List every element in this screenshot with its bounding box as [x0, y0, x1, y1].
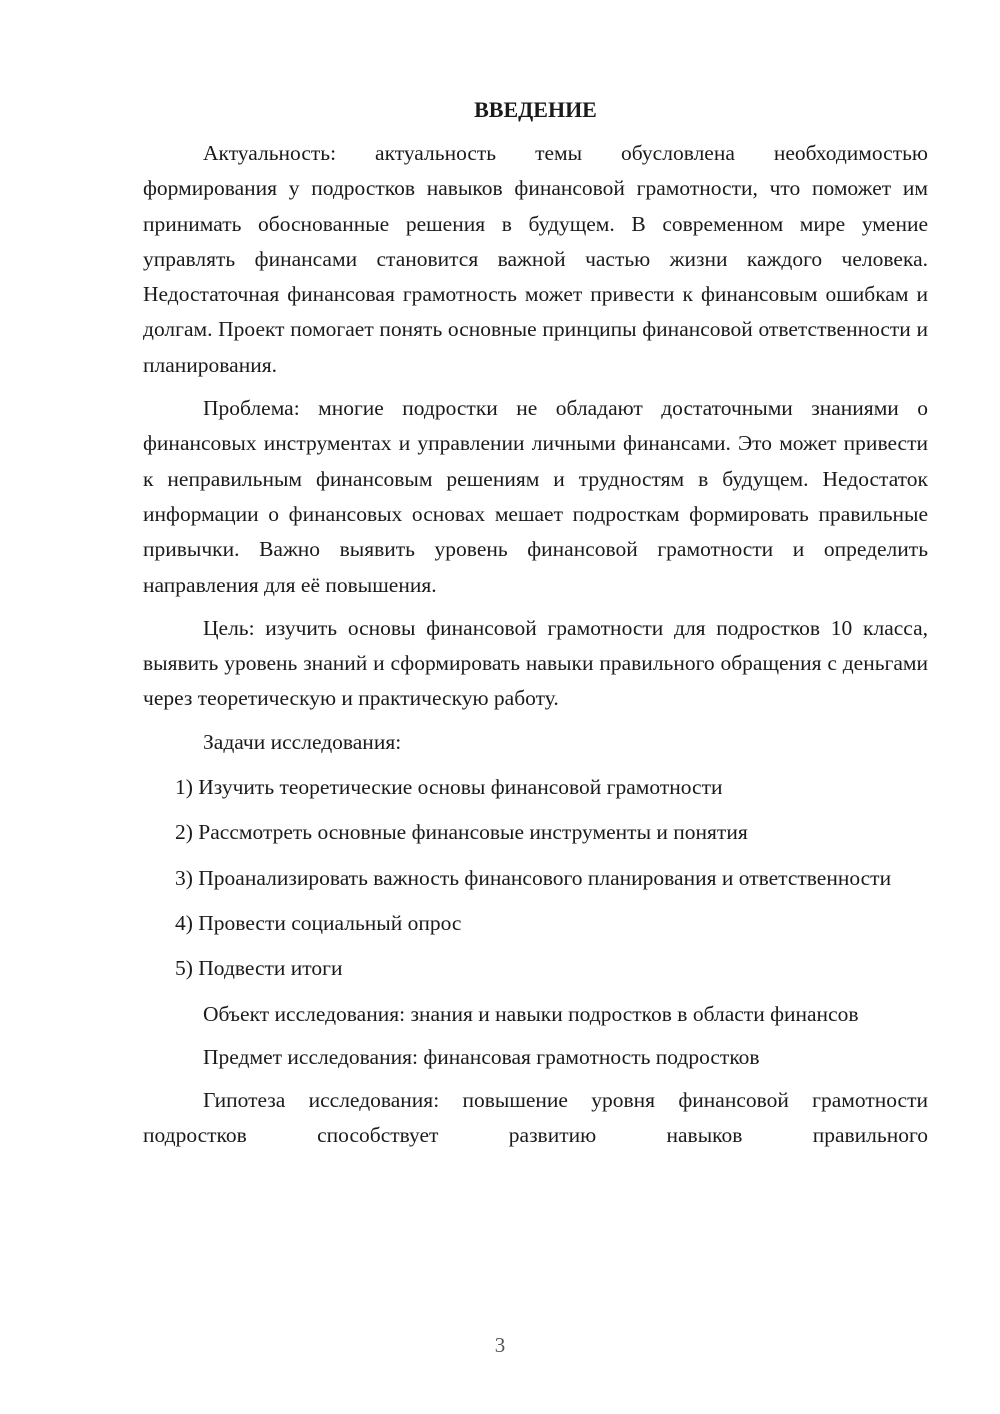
tasks-heading: Задачи исследования:: [203, 729, 402, 754]
document-page: [143, 92, 928, 1162]
task-item-2: 2) Рассмотреть основные финансовые инструменты и понятия: [175, 820, 748, 845]
document-title: ВВЕДЕНИЕ: [474, 97, 597, 122]
hypothesis-paragraph: Гипотеза исследования: повышение уровня финансовой грамотности подростков способствует развитию навыков правильного: [143, 1088, 928, 1148]
page-number: 3: [494, 1333, 506, 1357]
goal-paragraph: Цель: изучить основы финансовой грамотности для подростков 10 класса, выявить уровень знаний и сформировать навыки правильного обращения с деньгами через теоретическую и практическую работу.: [143, 615, 928, 711]
task-item-4: 4) Провести социальный опрос: [175, 910, 462, 935]
problem-paragraph: Проблема: многие подростки не обладают достаточными знаниями о финансовых инструментах и управлении личными финансами. Это может привести к неправильным финансовым решениям и трудностям в будущем. Недостаток информации о финансовых основах мешает подросткам формировать правильные привычки. Важно выявить уровень финансовой грамотности и определить направления для её повышения.: [143, 396, 928, 597]
relevance-paragraph: Актуальность: актуальность темы обусловлена необходимостью формирования у подростков навыков финансовой грамотности, что поможет им принимать обоснованные решения в будущем. В современном мире умение управлять финансами становится важной частью жизни каждого человека. Недостаточная финансовая грамотность может привести к финансовым ошибкам и долгам. Проект помогает понять основные принципы финансовой ответственности и планирования.: [143, 141, 928, 377]
task-item-5: 5) Подвести итоги: [175, 956, 343, 981]
object-paragraph: Объект исследования: знания и навыки подростков в области финансов: [203, 1001, 859, 1026]
task-item-3: 3) Проанализировать важность финансового планирования и ответственности: [175, 865, 892, 890]
task-item-1: 1) Изучить теоретические основы финансовой грамотности: [175, 775, 723, 800]
subject-paragraph: Предмет исследования: финансовая грамотность подростков: [203, 1044, 760, 1069]
